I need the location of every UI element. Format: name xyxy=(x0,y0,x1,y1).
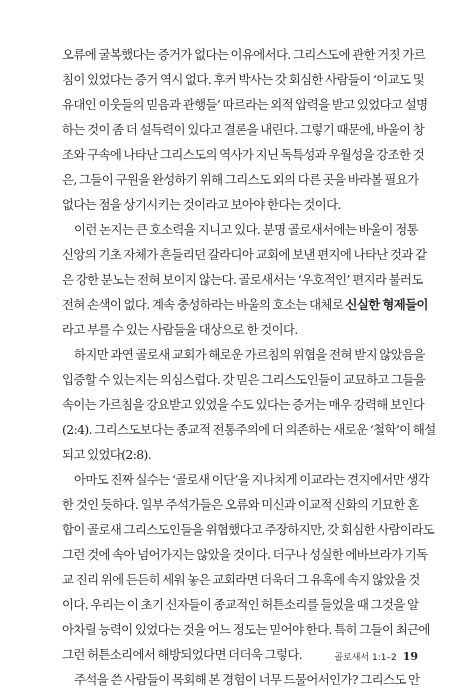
paragraph-first-line: 이런 논지는 큰 호소력을 지니고 있다. 분명 골로새서에는 바울이 정통 xyxy=(74,222,418,237)
text-line: 그런 것에 속아 넘어가지는 않았을 것이다. 더구나 성실한 에바브라가 기독 xyxy=(62,547,428,562)
page-footer xyxy=(334,650,418,663)
text-line: 한 것인 듯하다. 일부 주석가들은 오류와 미신과 이교적 신화의 기묘한 혼 xyxy=(62,497,419,512)
text-line: 교 진리 위에 든든히 세워 놓은 교회라면 더욱더 그 유혹에 속지 않았을 것 xyxy=(62,572,420,587)
text-line: 하는 것이 좀 더 설득력이 있다고 결론을 내린다. 그렇기 때문에, 바울이 창 xyxy=(62,122,425,137)
text-line: 유대인 이웃들의 믿음과 관행들’ 따르라는 외적 압력을 받고 있었다고 설명 xyxy=(62,97,428,112)
text-line: 신앙의 기초 자체가 흔들리던 갈라디아 교회에 보낸 편지에 나타난 것과 같 xyxy=(62,247,427,262)
text-line: (2:4). 그리스도보다는 종교적 전통주의에 더 의존하는 새로운 ‘철학’이 해설 xyxy=(62,422,436,437)
running-head: 골로새서 1:1–2 xyxy=(334,653,397,663)
text-line: 되고 있었다(2:8). xyxy=(62,447,152,462)
page-number: 19 xyxy=(402,650,418,663)
text-line: 입증할 수 있는지는 의심스럽다. 갓 믿은 그리스도인들이 교묘하고 그들을 xyxy=(62,372,426,387)
text-line: 그런 허튼소리에서 해방되었다면 더더욱 그렇다. xyxy=(62,647,303,662)
text-line: 침이 있었다는 증거 역시 없다. 후커 박사는 갓 회심한 사람들이 ‘이교도 및 xyxy=(62,72,425,87)
text-line: 합이 골로새 그리스도인들을 위협했다고 주장하지만, 갓 회심한 사람이라도 xyxy=(62,522,435,537)
text-line: 오류에 굴복했다는 증거가 없다는 이유에서다. 그리스도에 관한 거짓 가르 xyxy=(62,47,426,62)
text-line: 아차릴 능력이 있었다는 것을 어느 정도는 믿어야 한다. 특히 그들이 최근에 xyxy=(62,622,430,637)
paragraph-first-line: 주석을 쓴 사람들이 목회해 본 경험이 너무 드물어서인가? 그리스도 안 xyxy=(74,672,420,687)
paragraph-first-line: 아마도 진짜 실수는 ‘골로새 이단’을 지나치게 이교라는 견지에서만 생각 xyxy=(74,472,430,487)
text-line: 은, 그들이 구원을 완성하기 위해 그리스도 외의 다른 곳을 바라볼 필요가 xyxy=(62,172,419,187)
text-line: 은 강한 분노는 전혀 보이지 않는다. 골로새서는 ‘우호적인’ 편지라 불러도 xyxy=(62,272,423,287)
text-segment: 전혀 손색이 없다. 계속 충성하라는 바울의 호소는 대체로 xyxy=(62,297,346,312)
text-line: 조와 구속에 나타난 그리스도의 역사가 지닌 독특성과 우월성을 강조한 것 xyxy=(62,147,425,162)
text-line-with-emphasis xyxy=(62,296,428,314)
emphasis-text: 신실한 형제들이 xyxy=(345,297,428,312)
text-line: 없다는 점을 상기시키는 것이라고 보아야 한다는 것이다. xyxy=(62,197,341,212)
paragraph-first-line: 하지만 과연 골로새 교회가 해로운 가르침의 위협을 전혀 받지 않았음을 xyxy=(74,347,425,362)
text-line: 라고 부를 수 있는 사람들을 대상으로 한 것이다. xyxy=(62,322,298,337)
text-line: 이다. 우리는 이 초기 신자들이 종교적인 허튼소리를 들었을 때 그것을 알 xyxy=(62,597,419,612)
text-line: 속이는 가르침을 강요받고 있었을 수도 있다는 증거는 매우 강력해 보인다 xyxy=(62,397,425,412)
